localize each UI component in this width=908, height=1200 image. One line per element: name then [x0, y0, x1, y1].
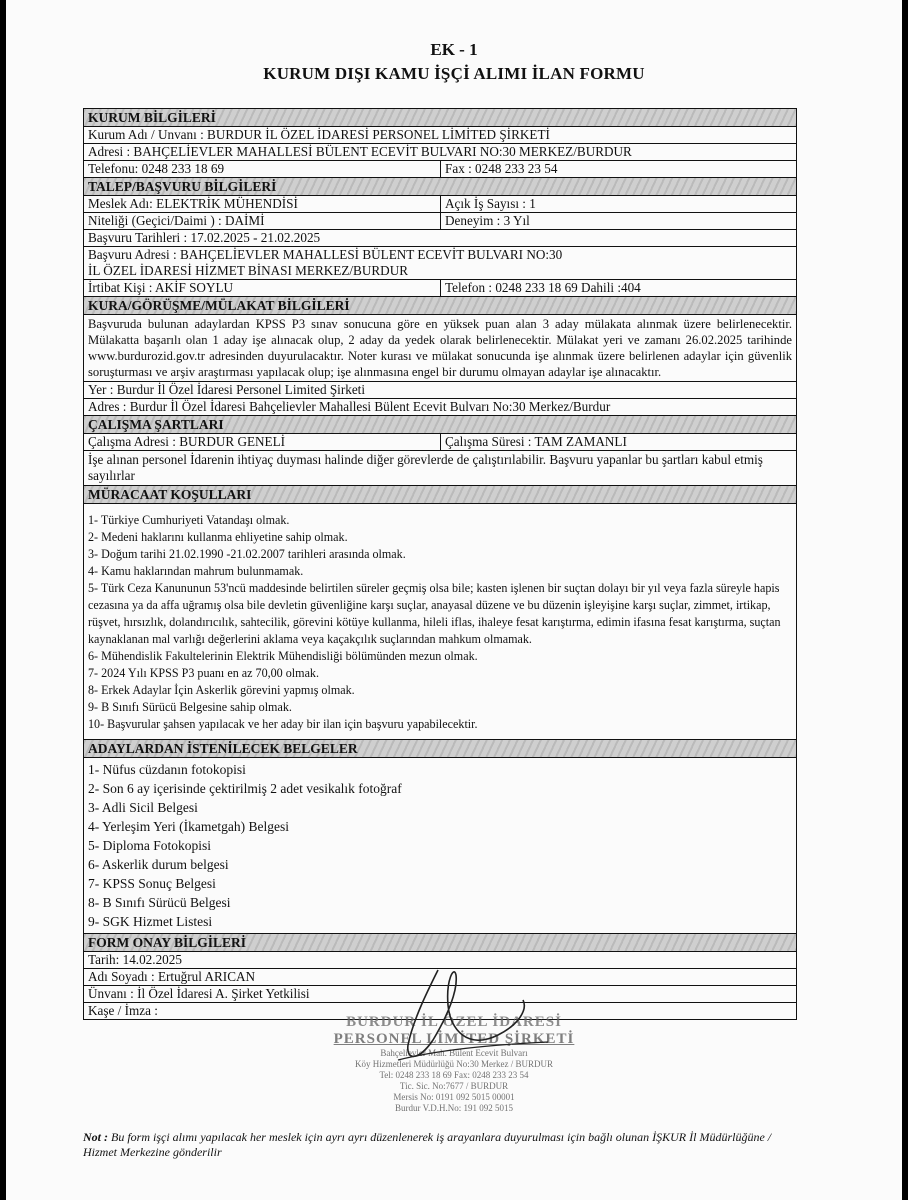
basvuru-adresi-line1: Başvuru Adresi : BAHÇELİEVLER MAHALLESİ BÜLENT ECEVİT BULVARI NO:30	[88, 247, 563, 262]
list-item: 7- 2024 Yılı KPSS P3 puanı en az 70,00 olmak.	[88, 666, 320, 680]
list-item: 1- Türkiye Cumhuriyeti Vatandaşı olmak.	[88, 513, 290, 527]
niteligi: Niteliği (Geçici/Daimi ) : DAİMİ	[84, 213, 441, 229]
form-title: KURUM DIŞI KAMU İŞÇİ ALIMI İLAN FORMU	[263, 64, 645, 83]
list-item: 3- Adli Sicil Belgesi	[88, 800, 198, 815]
list-item: 4- Yerleşim Yeri (İkametgah) Belgesi	[88, 819, 289, 834]
stamp-line: Tel: 0248 233 18 69 Fax: 0248 233 23 54	[379, 1070, 529, 1080]
deneyim: Deneyim : 3 Yıl	[445, 213, 530, 228]
list-item: 3- Doğum tarihi 21.02.1990 -21.02.2007 tarihleri arasında olmak.	[88, 547, 406, 561]
section-kura-heading: KURA/GÖRÜŞME/MÜLAKAT BİLGİLERİ	[84, 297, 796, 315]
calisma-suresi: Çalışma Süresi : TAM ZAMANLI	[445, 434, 627, 449]
calisma-aciklama: İşe alınan personel İdarenin ihtiyaç duyması halinde diğer görevlerde de çalıştırılabilir. Başvuru yapanlar bu şartları kabul etmiş sayılırlar	[88, 452, 763, 483]
acik-is-sayisi: Açık İş Sayısı : 1	[445, 196, 536, 211]
basvuru-adresi-line2: İL ÖZEL İDARESİ HİZMET BİNASI MERKEZ/BURDUR	[88, 263, 409, 278]
section-belgeler-heading: ADAYLARDAN İSTENİLECEK BELGELER	[84, 740, 796, 758]
stamp-line: Bahçelievler Mah. Bülent Ecevit Bulvarı	[380, 1048, 528, 1058]
list-item: 7- KPSS Sonuç Belgesi	[88, 876, 216, 891]
announcement-form	[83, 108, 797, 1020]
kura-aciklama: Başvuruda bulunan adaylardan KPSS P3 sınav sonucuna göre en yüksek puan alan 3 aday mülakata alınmak üzere belirlenecektir. Mülakatta başarılı olan 1 aday işe alınacak olup, 2 aday da yedek olarak belirlenecektir. Mülakat yeri ve zamanı 26.02.2025 tarihinde www.burdurozid.gov.tr adresinden duyurulacaktır. Noter kurası ve mülakat sonucunda işe alınmak üzere belirlenen adaylar için güvenlik soruşturması ve arşiv araştırması yapılacak olup; işe alınmasına engel bir durumu olmayan adaylar işe alınacaktır.	[88, 317, 792, 379]
calisma-adresi: Çalışma Adresi : BURDUR GENELİ	[84, 434, 441, 450]
list-item: 6- Mühendislik Fakultelerinin Elektrik Mühendisliği bölümünden mezun olmak.	[88, 649, 478, 663]
section-calisma-heading: ÇALIŞMA ŞARTLARI	[84, 416, 796, 434]
stamp-line: Burdur V.D.H.No: 191 092 5015	[395, 1103, 513, 1113]
meslek-adi: Meslek Adı: ELEKTRİK MÜHENDİSİ	[84, 196, 441, 212]
stamp-line: Tic. Sic. No:7677 / BURDUR	[399, 1081, 509, 1091]
kura-adres: Adres : Burdur İl Özel İdaresi Bahçelievler Mahallesi Bülent Ecevit Bulvarı No:30 Merkez/Burdur	[88, 399, 611, 414]
basvuru-tarihleri: Başvuru Tarihleri : 17.02.2025 - 21.02.2025	[88, 230, 321, 245]
onay-kase-imza: Kaşe / İmza :	[88, 1003, 158, 1018]
footnote-label: Not :	[83, 1130, 108, 1144]
irtibat-telefon: Telefon : 0248 233 18 69 Dahili :404	[445, 280, 641, 295]
kurum-telefon: Telefonu: 0248 233 18 69	[84, 161, 441, 177]
annex-code: EK - 1	[430, 40, 478, 59]
stamp-line: Köy Hizmetleri Müdürlüğü No:30 Merkez / BURDUR	[355, 1059, 553, 1069]
kurum-fax: Fax : 0248 233 23 54	[445, 161, 558, 176]
onay-unvani: Ünvanı : İl Özel İdaresi A. Şirket Yetkilisi	[88, 986, 310, 1001]
kurum-adres: Adresi : BAHÇELİEVLER MAHALLESİ BÜLENT ECEVİT BULVARI NO:30 MERKEZ/BURDUR	[88, 144, 632, 159]
section-kurum-heading: KURUM BİLGİLERİ	[84, 109, 796, 127]
list-item: 9- B Sınıfı Sürücü Belgesine sahip olmak.	[88, 700, 292, 714]
list-item: 5- Türk Ceza Kanununun 53'ncü maddesinde belirtilen süreler geçmiş olsa bile; kasten işlenen bir suçtan dolayı bir yıl veya fazla süreyle hapis cezasına ya da affa uğramış olsa bile devletin güvenliğine karşı suçlar, anayasal düzene ve bu düzenin işleyişine karşı suçlar, zimmet, irtikap, rüşvet, hırsızlık, dolandırıcılık, sahtecilik, görevini kötüye kullanma, hileli iflas, ihaleye fesat karıştırma, edimin ifasına fesat karıştırma, suçtan kaynaklanan mal varlığı değerlerini aklama veya kaçakçılık suçlarından mahkum olmamak.	[88, 581, 781, 646]
list-item: 2- Son 6 ay içerisinde çektirilmiş 2 adet vesikalık fotoğraf	[88, 781, 402, 796]
list-item: 2- Medeni haklarını kullanma ehliyetine sahip olmak.	[88, 530, 348, 544]
muracaat-list	[84, 504, 796, 739]
list-item: 10- Başvurular şahsen yapılacak ve her aday bir ilan için başvuru yapabilecektir.	[88, 717, 478, 731]
signature-icon	[378, 950, 558, 1080]
section-onay-heading: FORM ONAY BİLGİLERİ	[84, 934, 796, 952]
onay-adi-soyadi: Adı Soyadı : Ertuğrul ARICAN	[88, 969, 256, 984]
list-item: 9- SGK Hizmet Listesi	[88, 914, 213, 929]
onay-tarih: Tarih: 14.02.2025	[88, 952, 182, 967]
stamp-line: BURDUR İL ÖZEL İDARESİ	[346, 1014, 562, 1030]
document-page	[6, 0, 902, 1200]
list-item: 5- Diploma Fotokopisi	[88, 838, 212, 853]
list-item: 6- Askerlik durum belgesi	[88, 857, 229, 872]
kura-yer: Yer : Burdur İl Özel İdaresi Personel Limited Şirketi	[88, 382, 366, 397]
stamp-line: PERSONEL LİMİTED ŞİRKETİ	[333, 1031, 575, 1047]
section-talep-heading: TALEP/BAŞVURU BİLGİLERİ	[84, 178, 796, 196]
footnote	[83, 1130, 803, 1160]
list-item: 8- Erkek Adaylar İçin Askerlik görevini yapmış olmak.	[88, 683, 355, 697]
list-item: 8- B Sınıfı Sürücü Belgesi	[88, 895, 231, 910]
section-muracaat-heading: MÜRACAAT KOŞULLARI	[84, 486, 796, 504]
footnote-text: Bu form işçi alımı yapılacak her meslek için ayrı ayrı düzenlenerek iş arayanlara duyurulması için bağlı olunan İŞKUR İl Müdürlüğüne / Hizmet Merkezine gönderilir	[83, 1130, 772, 1159]
list-item: 1- Nüfus cüzdanın fotokopisi	[88, 762, 246, 777]
irtibat-kisi: İrtibat Kişi : AKİF SOYLU	[84, 280, 441, 296]
kurum-adi: Kurum Adı / Unvanı : BURDUR İL ÖZEL İDARESİ PERSONEL LİMİTED ŞİRKETİ	[88, 127, 550, 142]
list-item: 4- Kamu haklarından mahrum bulunmamak.	[88, 564, 304, 578]
belgeler-list	[84, 758, 406, 933]
stamp-line: Mersis No: 0191 092 5015 00001	[393, 1092, 515, 1102]
